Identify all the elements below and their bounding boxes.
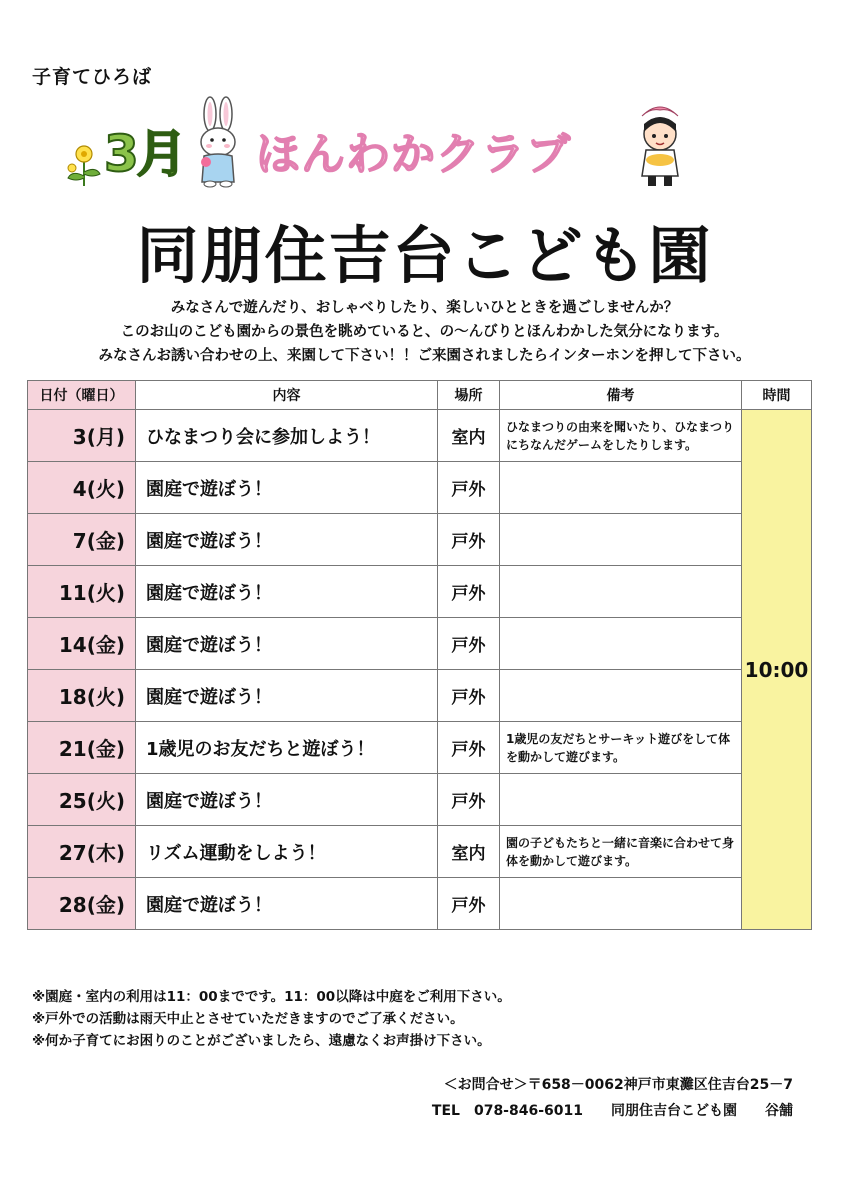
month-title: 3月: [104, 125, 185, 183]
content-cell: ひなまつり会に参加しよう！: [136, 410, 438, 462]
girl-icon: [630, 98, 690, 190]
table-row: [28, 670, 812, 722]
place-cell: 戸外: [438, 462, 500, 514]
table-row: [28, 618, 812, 670]
intro-line: このお山のこども園からの景色を眺めていると、の～んびりとほんわかした気分になります。: [120, 324, 729, 340]
date-cell: 21(金): [28, 722, 136, 774]
note-cell: [500, 670, 742, 722]
contact-info: [432, 1072, 793, 1124]
date-cell: 4(火): [28, 462, 136, 514]
place-cell: 戸外: [438, 618, 500, 670]
place-cell: 戸外: [438, 566, 500, 618]
note-cell: [500, 462, 742, 514]
date-cell: 28(金): [28, 878, 136, 930]
intro-line: みなさんで遊んだり、おしゃべりしたり、楽しいひとときを過ごしませんか？: [170, 300, 679, 316]
note-cell: [500, 514, 742, 566]
note-cell: 園の子どもたちと一緒に音楽に合わせて身体を動かして遊びます。: [500, 826, 742, 878]
note-cell: [500, 566, 742, 618]
header-time: 時間: [742, 381, 812, 410]
note-cell: [500, 878, 742, 930]
date-cell: 27(木): [28, 826, 136, 878]
banner: [60, 96, 800, 192]
note-cell: ひなまつりの由来を聞いたり、ひなまつりにちなんだゲームをしたりします。: [500, 410, 742, 462]
note-line: ※園庭・室内の利用は11：00までです。11：00以降は中庭をご利用下さい。: [32, 989, 511, 1005]
table-row: [28, 722, 812, 774]
table-row: [28, 410, 812, 462]
schedule-table: [27, 380, 812, 930]
main-title: 同朋住吉台こども園: [136, 219, 713, 292]
content-cell: 園庭で遊ぼう！: [136, 566, 438, 618]
place-cell: 戸外: [438, 514, 500, 566]
note-cell: [500, 618, 742, 670]
place-cell: 戸外: [438, 670, 500, 722]
content-cell: 園庭で遊ぼう！: [136, 514, 438, 566]
content-cell: リズム運動をしよう！: [136, 826, 438, 878]
note-line: ※何か子育てにお困りのことがございましたら、遠慮なくお声掛け下さい。: [32, 1033, 491, 1049]
table-row: [28, 826, 812, 878]
place-cell: 戸外: [438, 722, 500, 774]
header-content: 内容: [136, 381, 438, 410]
table-row: [28, 774, 812, 826]
place-cell: 戸外: [438, 878, 500, 930]
content-cell: 園庭で遊ぼう！: [136, 878, 438, 930]
table-header-row: [28, 381, 812, 410]
intro-line: みなさんお誘い合わせの上、来園して下さい！！ご来園されましたらインターホンを押して下さい。: [98, 348, 751, 364]
note-cell: [500, 774, 742, 826]
table-row: [28, 462, 812, 514]
date-cell: 7(金): [28, 514, 136, 566]
table-row: [28, 514, 812, 566]
header-date: 日付（曜日）: [28, 381, 136, 410]
time-cell: 10:00: [742, 410, 812, 930]
header-note: 備考: [500, 381, 742, 410]
note-line: ※戸外での活動は雨天中止とさせていただきますのでご了承ください。: [32, 1011, 464, 1027]
rabbit-icon: [188, 96, 250, 188]
place-cell: 室内: [438, 826, 500, 878]
flower-icon: [64, 140, 104, 188]
date-cell: 3(月): [28, 410, 136, 462]
place-cell: 室内: [438, 410, 500, 462]
date-cell: 25(火): [28, 774, 136, 826]
date-cell: 14(金): [28, 618, 136, 670]
contact-tel: TEL 078-846-6011 同朋住吉台こども園 谷舗: [431, 1103, 793, 1119]
content-cell: 1歳児のお友だちと遊ぼう！: [136, 722, 438, 774]
date-cell: 11(火): [28, 566, 136, 618]
note-cell: 1歳児の友だちとサーキット遊びをして体を動かして遊びます。: [500, 722, 742, 774]
header-place: 場所: [438, 381, 500, 410]
table-row: [28, 566, 812, 618]
table-row: [28, 878, 812, 930]
club-title: ほんわかクラブ: [256, 129, 571, 180]
content-cell: 園庭で遊ぼう！: [136, 774, 438, 826]
content-cell: 園庭で遊ぼう！: [136, 670, 438, 722]
content-cell: 園庭で遊ぼう！: [136, 462, 438, 514]
place-cell: 戸外: [438, 774, 500, 826]
content-cell: 園庭で遊ぼう！: [136, 618, 438, 670]
page-label: 子育てひろば: [32, 66, 153, 88]
date-cell: 18(火): [28, 670, 136, 722]
contact-address: ＜お問合せ＞〒658－0062神戸市東灘区住吉台25－7: [443, 1077, 793, 1093]
notes: [32, 986, 511, 1052]
intro-text: [0, 296, 849, 368]
